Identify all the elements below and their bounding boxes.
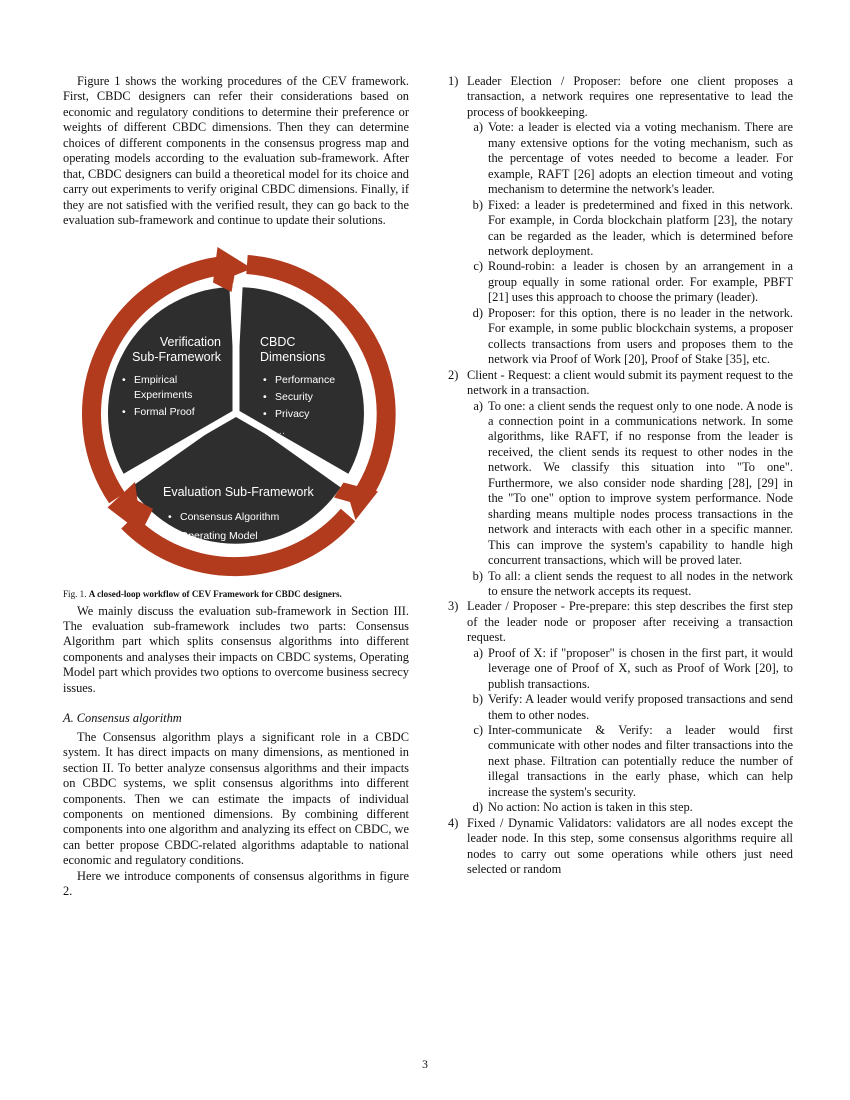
evaluation-bullet-1: Consensus Algorithm (180, 510, 280, 523)
sub-list (467, 399, 793, 600)
two-column-body (63, 74, 793, 900)
sub-list-marker: a) (473, 120, 483, 135)
sub-list-item-text: Inter-communicate & Verify: a leader would first communicate with other nodes and filter transactions into the next phase. Filtration can potentially reduce the number of illegal transactions in the early phase, which can help increase the system's security. (488, 723, 793, 799)
list-marker: 3) (448, 599, 459, 614)
left-paragraph-3: The Consensus algorithm plays a significant role in a CBDC system. It has direct impacts on many dimensions, as mentioned in section II. To better analyze consensus algorithms and their impacts on CBDC systems, we split consensus algorithms into different components. Then we can estimate the impacts of individual components on mentioned dimensions. By combining different components into one algorithm and analyzing its effect on CBDC, we can better propose CBDC-related algorithms adaptable to national economic and regulatory conditions. (63, 729, 409, 868)
sub-list-item-text: To one: a client sends the request only to one node. A node is a connection point in a communications network. In some algorithms, like RAFT, if no response from the leader is received, the client sends its request to other nodes in the network. We classify this situation into "To one". Furthermore, we also consider node sharding [28], [29] in the "To one" option to improve system performance. Node sharding means multiple nodes process transactions in the network and interacts with each other in a specific manner. This can improve the system's capability to handle high concurrent transactions, which will be proved later. (488, 398, 793, 568)
page-number: 3 (422, 1058, 428, 1071)
list-item (447, 816, 793, 878)
verification-bullet-2-dot: • (122, 405, 126, 418)
sub-list (467, 646, 793, 816)
list-item-body (467, 74, 793, 368)
list-item-text: Fixed / Dynamic Validators: validators are all nodes except the leader node. In this step, some consensus algorithms require all nodes to carry out some operations while others just need selected or random (467, 815, 793, 877)
verification-title-line-2: Sub-Framework (132, 349, 221, 364)
figure-1 (63, 241, 409, 600)
list-item (447, 599, 793, 815)
verification-bullet-2: Formal Proof (134, 405, 195, 418)
figure-1-caption (63, 588, 409, 600)
sub-list-item (467, 692, 793, 723)
left-paragraph-4: Here we introduce components of consensus algorithms in figure 2. (63, 868, 409, 899)
list-item-text: Leader Election / Proposer: before one client proposes a transaction, a network requires one representative to lead the process of bookkeeping. (467, 74, 793, 119)
sub-list-marker: d) (472, 305, 483, 320)
figure-1-caption-label: Fig. 1. (63, 588, 87, 599)
sub-list-item (467, 120, 793, 197)
list-item-body (467, 599, 793, 815)
figure-1-caption-text: A closed-loop workflow of CEV Framework for CBDC designers. (88, 588, 342, 599)
verification-bullet-1-dot: • (122, 373, 126, 386)
sub-list-marker: b) (472, 568, 483, 583)
sub-list (467, 120, 793, 367)
left-paragraph-1: Figure 1 shows the working procedures of the CEV framework. First, CBDC designers can refer their considerations based on economic and regulatory conditions to determine their preference or weights of different CBDC dimensions. Then they can determine choices of different components in the consensus progress map and operating models according to the evaluation sub-framework. After that, CBDC designers can build a theoretical model for its choice and carry out experiments to verify original CBDC dimensions. Finally, if they are not satisfied with the verified result, they can go back to the evaluation sub-framework and continue to update their solutions. (63, 74, 409, 228)
evaluation-bullet-2: Operating Model (180, 529, 258, 542)
sub-list-marker: b) (472, 197, 483, 212)
sub-list-item (467, 306, 793, 368)
list-marker: 4) (448, 815, 459, 830)
evaluation-bullet-1-dot: • (168, 510, 172, 523)
section-heading-consensus-algorithm: A. Consensus algorithm (63, 711, 182, 726)
sub-list-item-text: Round-robin: a leader is chosen by an arrangement in a group equally in some rational order. For example, PBFT [21] uses this approach to choose the primary (leader). (488, 259, 793, 305)
sub-list-item (467, 198, 793, 260)
sub-list-item (467, 399, 793, 569)
verification-title-line-1: Verification (159, 334, 221, 349)
sub-list-marker: a) (473, 645, 483, 660)
cbdc-bullet-3-dot: • (263, 407, 267, 420)
sub-list-item (467, 723, 793, 800)
verification-bullet-1-line-1: Empirical (134, 373, 178, 386)
sub-list-item (467, 800, 793, 815)
sub-list-marker: c) (473, 723, 483, 738)
cbdc-bullet-1-dot: • (263, 373, 267, 386)
sub-list-item (467, 646, 793, 692)
evaluation-bullet-2-dot: • (168, 529, 172, 542)
sub-list-item-text: Proof of X: if "proposer" is chosen in the first part, it would leverage one of Proof of X, such as Proof of Work [20], to publish transactions. (488, 645, 793, 691)
evaluation-title: Evaluation Sub-Framework (163, 484, 314, 499)
sub-list-marker: c) (473, 259, 483, 274)
sub-list-item-text: Verify: A leader would verify proposed transactions and send them to other nodes. (488, 692, 793, 722)
sub-list-marker: d) (472, 800, 483, 815)
sub-list-item-text: To all: a client sends the request to all nodes in the network to ensure the network accepts its request. (488, 568, 793, 598)
list-marker: 2) (448, 367, 459, 382)
sub-list-marker: a) (473, 398, 483, 413)
sub-list-item (467, 569, 793, 600)
sub-list-item-text: Proposer: for this option, there is no leader in the network. For example, in some public blockchain systems, a proposer collects transactions from users and proposes them to the network via Proof of Work [20], Proof of Stake [35], etc. (488, 305, 793, 367)
cbdc-bullet-2: Security (275, 390, 313, 403)
list-item-body (467, 368, 793, 600)
cbdc-bullet-3: Privacy (275, 407, 310, 420)
right-column (447, 74, 793, 900)
sub-list-item-text: No action: No action is taken in this step. (488, 800, 693, 815)
verification-bullet-1-line-2: Experiments (134, 388, 193, 401)
list-marker: 1) (448, 74, 459, 88)
cbdc-bullet-1: Performance (275, 373, 336, 386)
sub-list-item-text: Fixed: a leader is predetermined and fixed in this network. For example, in Corda blockchain platform [23], the notary can be regarded as the leader, which is determined before network deployment. (488, 197, 793, 258)
cbdc-bullet-2-dot: • (263, 390, 267, 403)
sub-list-item-text: Vote: a leader is elected via a voting mechanism. There are many extensive options for the voting mechanism, such as the percentage of votes needed to become a leader. For example, RAFT [26] adopts an election timeout and voting mechanism to determine the network's leader. (488, 120, 793, 197)
sub-list-item (467, 259, 793, 305)
list-item-text: Client - Request: a client would submit its payment request to the network in a transaction. (467, 367, 793, 398)
cbdc-bullet-4: … (275, 424, 286, 437)
figure-1-graphic (63, 241, 409, 579)
left-paragraph-2: We mainly discuss the evaluation sub-framework in Section III. The evaluation sub-framework includes two parts: Consensus Algorithm part which splits consensus algorithms into different components and analyses their impacts on CBDC systems, Operating Model part which provides two options to overcome business secrecy issues. (63, 603, 409, 695)
cev-framework-diagram (71, 241, 401, 579)
cbdc-bullet-4-dot: • (263, 424, 267, 437)
list-item (447, 368, 793, 600)
cbdc-title-line-1: CBDC (260, 334, 296, 349)
list-item-body (467, 816, 793, 878)
cbdc-title-line-2: Dimensions (260, 349, 326, 364)
list-item (447, 74, 793, 368)
consensus-component-list (447, 74, 793, 878)
sub-list-marker: b) (472, 692, 483, 707)
left-column (63, 74, 409, 900)
list-item-text: Leader / Proposer - Pre-prepare: this step describes the first step of the leader node or proposer after receiving a transaction request. (467, 599, 793, 645)
